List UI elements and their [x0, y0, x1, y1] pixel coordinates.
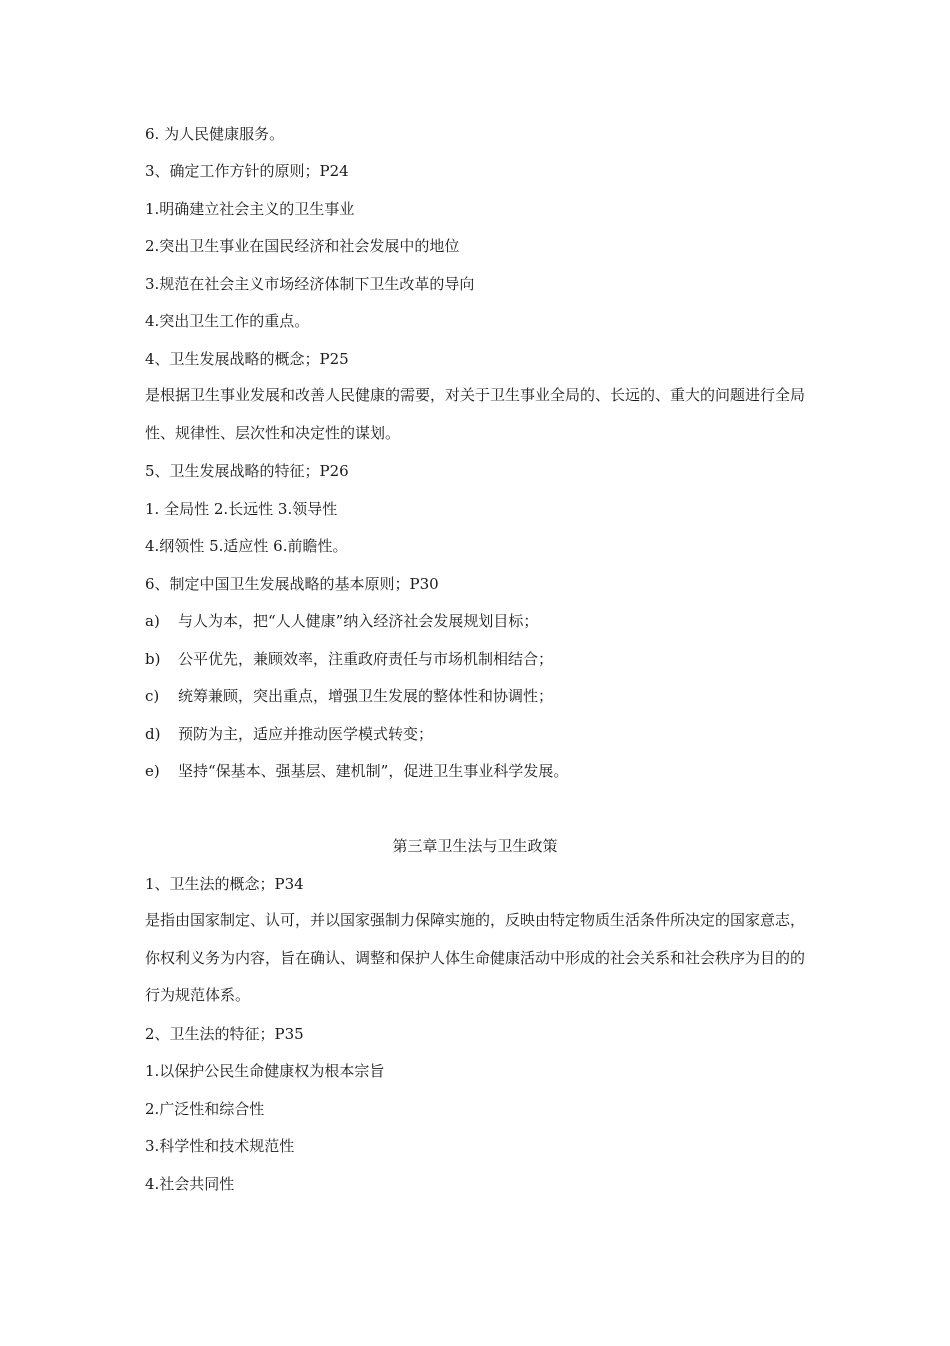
list-item-text: 坚持“保基本、强基层、建机制”，促进卫生事业科学发展。: [178, 762, 569, 780]
list-marker: c): [145, 687, 160, 705]
section-heading: 5、卫生发展战略的特征；P26: [145, 462, 349, 480]
chapter-title: 第三章卫生法与卫生政策: [392, 837, 558, 855]
list-item-text: 预防为主，适应并推动医学模式转变；: [178, 725, 434, 743]
paragraph-line: 2.突出卫生事业在国民经济和社会发展中的地位: [145, 237, 460, 255]
list-item: [145, 686, 553, 706]
list-item-text: 公平优先，兼顾效率，注重政府责任与市场机制相结合；: [178, 650, 554, 668]
section-heading: 4、卫生发展战略的概念；P25: [145, 350, 349, 368]
paragraph-line: 4.纲领性 5.适应性 6.前瞻性。: [145, 537, 348, 555]
definition-paragraph: 是根据卫生事业发展和改善人民健康的需要，对关于卫生事业全局的、长远的、重大的问题进行全局性、规律性、层次性和决定性的谋划。: [145, 386, 806, 442]
list-item: [145, 761, 568, 781]
list-item: [145, 724, 433, 744]
list-marker: a): [145, 612, 160, 630]
list-marker: e): [145, 762, 160, 780]
paragraph-line: 4.突出卫生工作的重点。: [145, 312, 310, 330]
list-item-text: 与人为本，把“人人健康”纳入经济社会发展规划目标；: [178, 612, 539, 630]
paragraph-line: 1.以保护公民生命健康权为根本宗旨: [145, 1062, 385, 1080]
paragraph-line: 6. 为人民健康服务。: [145, 125, 285, 143]
paragraph-line: 2.广泛性和综合性: [145, 1100, 265, 1118]
list-marker: d): [145, 725, 161, 743]
paragraph-line: 1.明确建立社会主义的卫生事业: [145, 200, 355, 218]
list-item: [145, 649, 553, 669]
paragraph-line: 4.社会共同性: [145, 1175, 235, 1193]
section-heading: 3、确定工作方针的原则；P24: [145, 162, 349, 180]
section-heading: 2、卫生法的特征；P35: [145, 1025, 304, 1043]
section-heading: 1、卫生法的概念；P34: [145, 875, 304, 893]
list-item-text: 统筹兼顾，突出重点，增强卫生发展的整体性和协调性；: [178, 687, 554, 705]
paragraph-line: 3.科学性和技术规范性: [145, 1137, 295, 1155]
section-heading: 6、制定中国卫生发展战略的基本原则；P30: [145, 575, 439, 593]
paragraph-line: 1. 全局性 2.长远性 3.领导性: [145, 500, 338, 518]
paragraph-line: 3.规范在社会主义市场经济体制下卫生改革的导向: [145, 275, 475, 293]
definition-paragraph: 是指由国家制定、认可，并以国家强制力保障实施的，反映由特定物质生活条件所决定的国家意志，你权利义务为内容，旨在确认、调整和保护人体生命健康活动中形成的社会关系和社会秩序为目的的行为规范体系。: [145, 911, 806, 1004]
list-marker: b): [145, 650, 161, 668]
list-item: [145, 611, 538, 631]
